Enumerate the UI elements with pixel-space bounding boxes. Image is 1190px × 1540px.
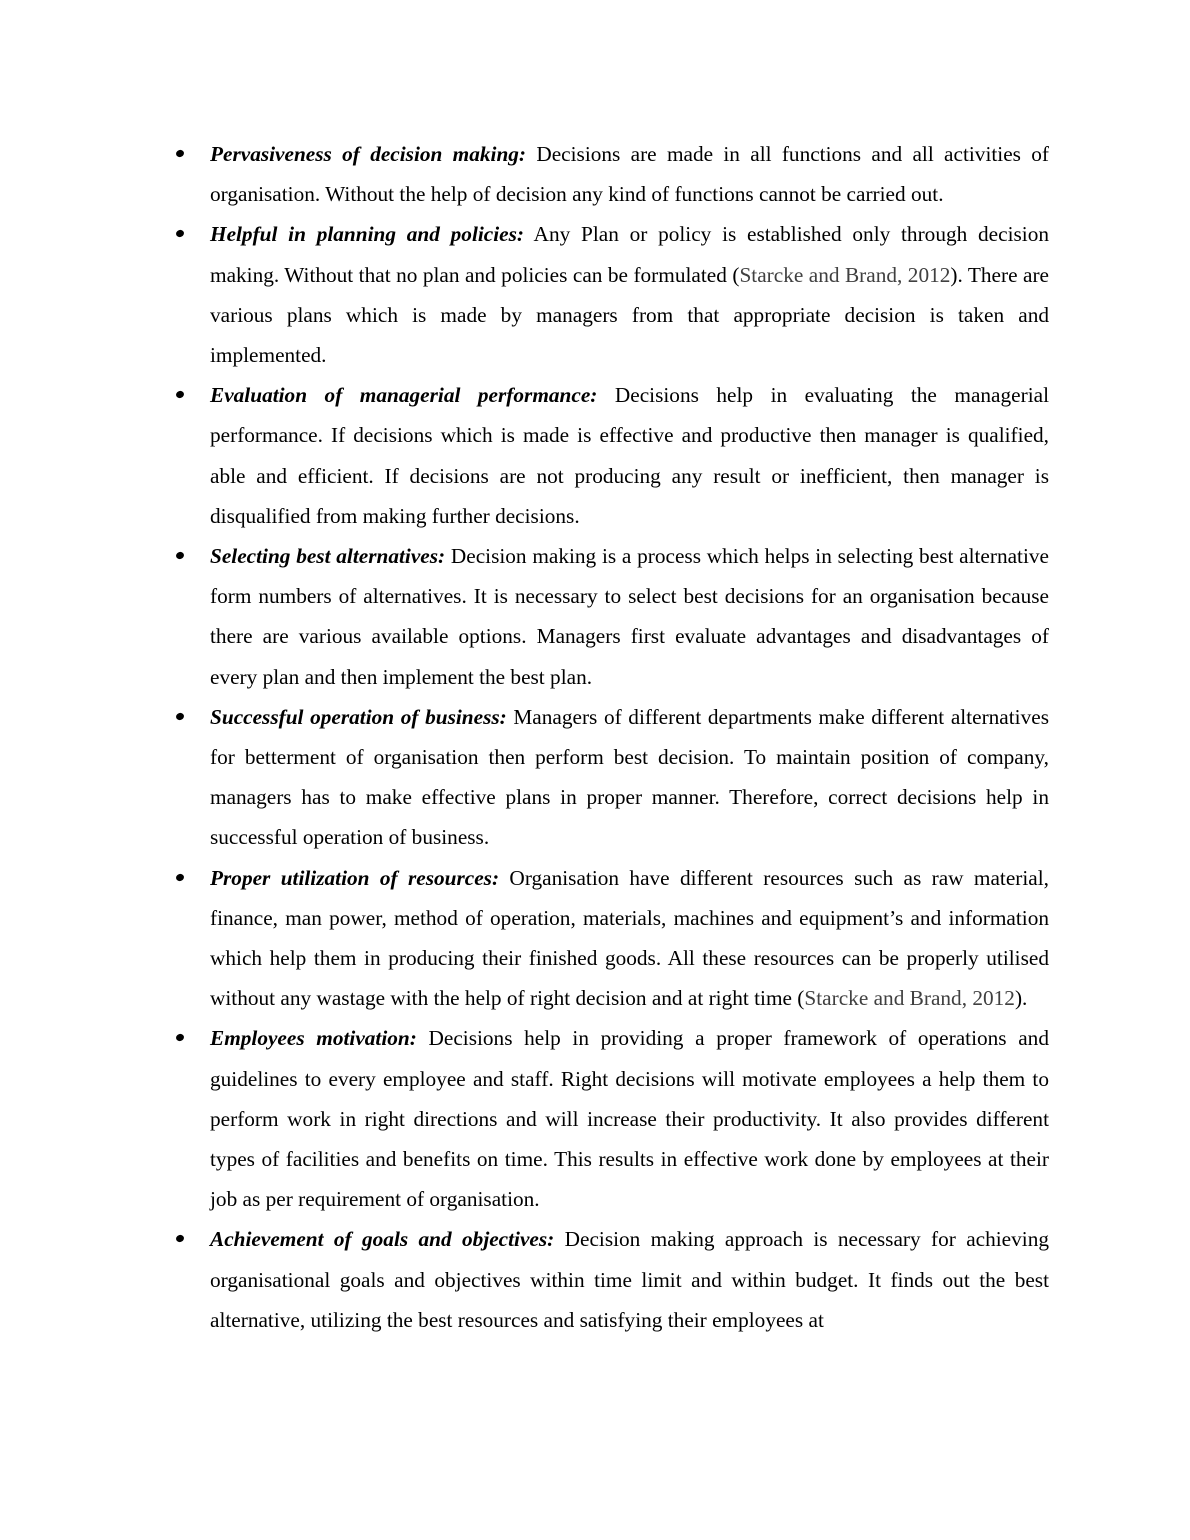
item-text: Organisation have different resources such as raw material, finance, man power, method of operation, materials, machines and equipment’s and information which help them in producing their finished goods. All these resources can be properly utilised without any wastage with the help of right decision and at right time ( — [210, 865, 1049, 1011]
item-term: Employees motivation: — [210, 1026, 417, 1051]
bullet-list — [210, 134, 1049, 1340]
item-text: Any Plan or policy is established only through decision making. Without that no plan and policies can be formulated ( — [210, 222, 1049, 287]
list-item — [210, 1219, 1049, 1340]
list-item — [210, 697, 1049, 858]
citation: Starcke and Brand, 2012 — [739, 262, 951, 287]
item-term: Achievement of goals and objectives: — [210, 1227, 555, 1252]
item-text: ). There are various plans which is made by managers from that appropriate decision is taken and implemented. — [210, 262, 1049, 368]
item-text: Decision making approach is necessary for achieving organisational goals and objectives within time limit and within budget. It finds out the best alternative, utilizing the best resources and satisfying their employees at — [210, 1227, 1049, 1332]
bullet-dot-icon — [175, 1234, 185, 1243]
item-text: Decisions help in evaluating the managerial performance. If decisions which is made is effective and productive then manager is qualified, able and efficient. If decisions are not producing any result or inefficient, then manager is disqualified from making further decisions. — [210, 383, 1049, 528]
bullet-dot-icon — [175, 712, 185, 721]
item-term: Successful operation of business: — [210, 704, 507, 729]
bullet-dot-icon — [175, 872, 185, 881]
item-text: Decision making is a process which helps in selecting best alternative form numbers of alternatives. It is necessary to select best decisions for an organisation because there are various available options. Managers first evaluate advantages and disadvantages of every plan and then implement the best plan. — [210, 544, 1049, 689]
item-text: ). — [1014, 986, 1028, 1011]
bullet-dot-icon — [175, 390, 185, 399]
item-text: Managers of different departments make different alternatives for betterment of organisation then perform best decision. To maintain position of company, managers has to make effective plans in proper manner. Therefore, correct decisions help in successful operation of business. — [210, 704, 1049, 850]
item-term: Helpful in planning and policies: — [210, 222, 524, 247]
bullet-dot-icon — [175, 1033, 185, 1042]
citation: Starcke and Brand, 2012 — [804, 986, 1015, 1011]
bullet-dot-icon — [175, 551, 185, 560]
list-item — [210, 375, 1049, 536]
item-text: Decisions are made in all functions and all activities of organisation. Without the help of decision any kind of functions cannot be carried out. — [210, 142, 1049, 207]
item-term: Pervasiveness of decision making: — [210, 142, 527, 166]
list-item — [210, 134, 1049, 214]
item-term: Selecting best alternatives: — [210, 544, 446, 569]
list-item — [210, 1018, 1049, 1219]
item-term: Proper utilization of resources: — [210, 865, 500, 890]
list-item — [210, 536, 1049, 697]
bullet-dot-icon — [175, 229, 185, 238]
list-item — [210, 214, 1049, 375]
list-item — [210, 858, 1049, 1019]
item-term: Evaluation of managerial performance: — [210, 383, 598, 408]
item-text: Decisions help in providing a proper framework of operations and guidelines to every employee and staff. Right decisions will motivate employees a help them to perform work in right directions and will increase their productivity. It also provides different types of facilities and benefits on time. This results in effective work done by employees at their job as per requirement of organisation. — [210, 1026, 1049, 1212]
bullet-dot-icon — [175, 149, 185, 158]
